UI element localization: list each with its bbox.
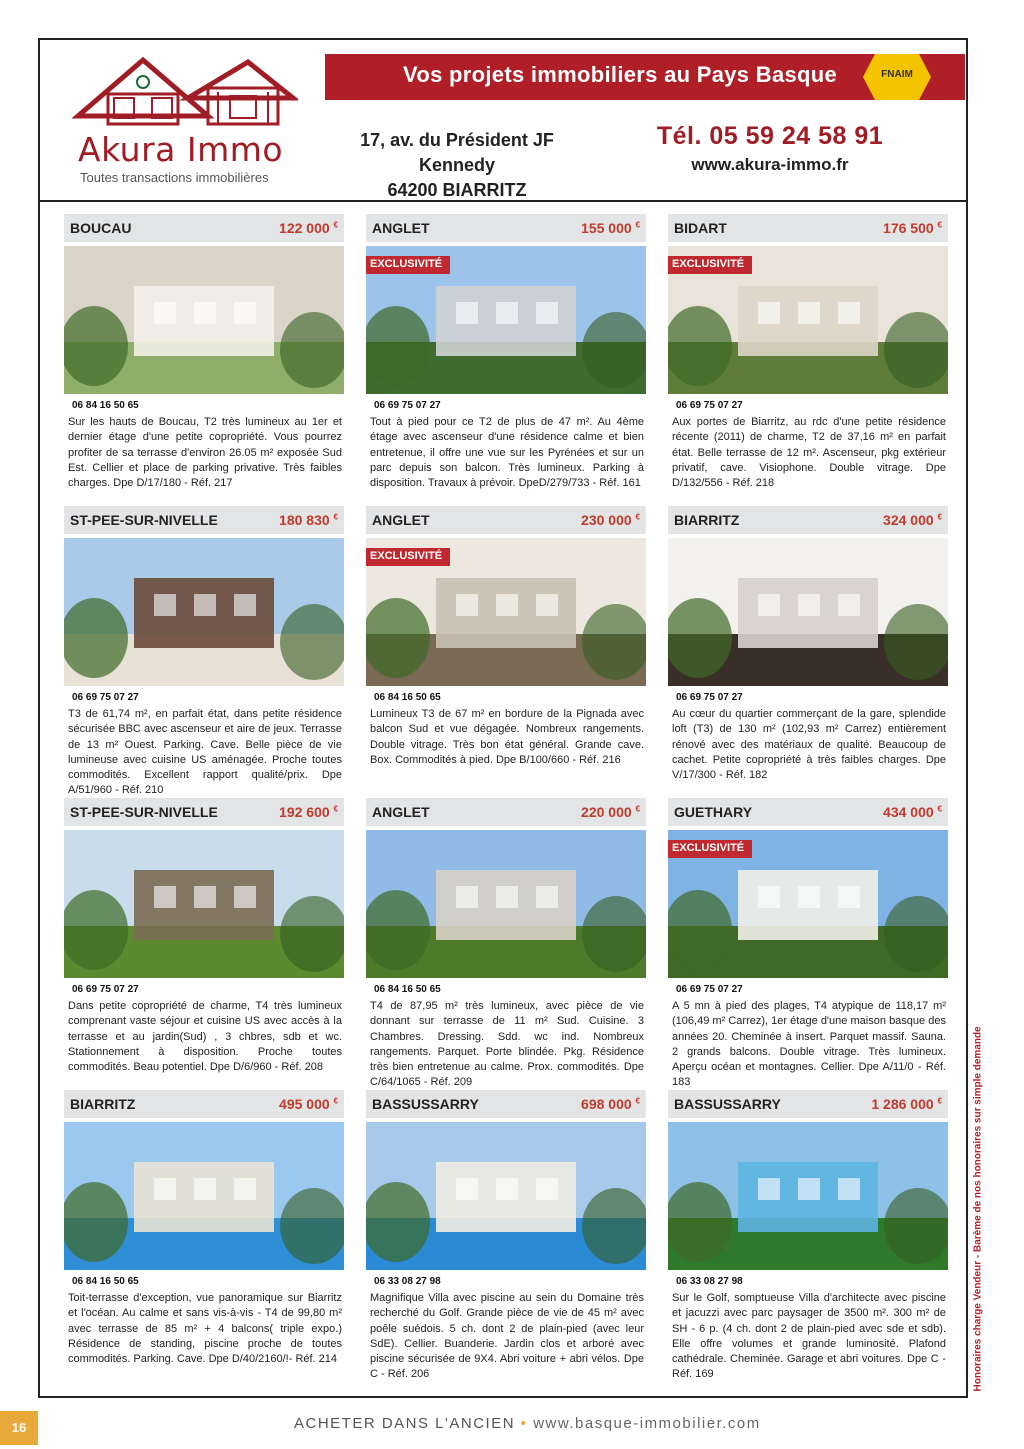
fees-side-note [968, 1026, 986, 1396]
listing-header [366, 214, 646, 242]
listing-phone[interactable]: 06 33 08 27 98 [366, 1274, 646, 1290]
listing-price [883, 220, 942, 236]
listing-town: ST-PEE-SUR-NIVELLE [70, 512, 218, 528]
listing-price [279, 1096, 338, 1112]
agency-tagline: Toutes transactions immobilières [80, 170, 269, 185]
listing-price [279, 804, 338, 820]
listing-header [64, 214, 344, 242]
listing-description: Magnifique Villa avec piscine au sein du Domaine très recherché du Golf. Grande pièce de vie de 45 m² avec poêle suédois. 5 ch. dont 2 de plain-pied (avec leur SdE). Cellier. Buanderie. Jardin clos et arboré avec piscine sécurisée de 9X4. Abri voiture + abri vélos. Dpe C - Réf. 206 [370, 1292, 644, 1381]
listing-town: ST-PEE-SUR-NIVELLE [70, 804, 218, 820]
listing-description: T3 de 61,74 m², en parfait état, dans petite résidence sécurisée BBC avec ascenseur et aire de jeux. Terrasse de 13 m² Ouest. Parking. Cave. Belle pièce de vie lumineuse avec cuisine US aménagée. Proche toutes commodités. Excellent rapport qualité/prix. Dpe A/51/960 - Réf. 210 [68, 708, 342, 797]
listing-card[interactable] [668, 214, 948, 494]
listing-card[interactable] [366, 1090, 646, 1381]
property-photo-icon [366, 830, 646, 978]
listing-town: ANGLET [372, 804, 430, 820]
listing-price-value: 698 000 [581, 1096, 632, 1112]
listing-card[interactable] [64, 1090, 344, 1370]
listing-photo[interactable] [64, 1122, 344, 1270]
listing-price [883, 804, 942, 820]
address-street: 17, av. du Président JF Kennedy [360, 130, 554, 175]
listing-price-value: 122 000 [279, 220, 330, 236]
listing-price [581, 804, 640, 820]
listing-phone[interactable]: 06 69 75 07 27 [64, 690, 344, 706]
footer-url-link[interactable]: www.basque-immobilier.com [533, 1415, 761, 1432]
agency-brand-name: Akura Immo [78, 130, 284, 169]
listing-price-value: 176 500 [883, 220, 934, 236]
listing-header [64, 1090, 344, 1118]
listing-phone[interactable]: 06 33 08 27 98 [668, 1274, 948, 1290]
listing-header [668, 1090, 948, 1118]
listing-town: ANGLET [372, 512, 430, 528]
listing-town: BASSUSSARRY [372, 1096, 479, 1112]
listing-card[interactable] [64, 506, 344, 797]
listing-phone[interactable]: 06 84 16 50 65 [366, 690, 646, 706]
listing-price-value: 230 000 [581, 512, 632, 528]
listing-description: T4 de 87,95 m² très lumineux, avec pièce de vie donnant sur terrasse de 11 m² Sud. Cuisine. 3 Chambres. Dressing. Sdd. wc ind. Nombreux rangements. Parquet. Porte blindée. Pkg. Résidence très bien entretenue au calme. Prox. commodités. Dpe C/64/1065 - Réf. 209 [370, 1000, 644, 1089]
house-logo-icon [68, 52, 298, 132]
exclusive-badge: EXCLUSIVITÉ [668, 256, 752, 274]
listing-card[interactable] [64, 798, 344, 1078]
footer-dot: • [520, 1415, 528, 1432]
euro-sign: € [333, 1096, 338, 1106]
exclusive-badge: EXCLUSIVITÉ [668, 840, 752, 858]
euro-sign: € [937, 512, 942, 522]
listing-phone[interactable]: 06 69 75 07 27 [668, 982, 948, 998]
listing-header [64, 506, 344, 534]
footer [294, 1415, 761, 1432]
exclusive-badge: EXCLUSIVITÉ [366, 256, 450, 274]
listing-town: BIDART [674, 220, 727, 236]
property-photo-icon [64, 246, 344, 394]
listing-town: BASSUSSARRY [674, 1096, 781, 1112]
listing-price-value: 324 000 [883, 512, 934, 528]
euro-sign: € [333, 804, 338, 814]
listing-price [883, 512, 942, 528]
agency-logo [68, 52, 298, 192]
listing-phone[interactable]: 06 69 75 07 27 [64, 982, 344, 998]
listing-header [366, 798, 646, 826]
listing-price-value: 155 000 [581, 220, 632, 236]
listing-description: Tout à pied pour ce T2 de plus de 47 m². Au 4ème étage avec ascenseur d'une résidence calme et bien entretenue, il offre une vue sur les Pyrénées et sur un parc depuis son balcon. Très lumineux. Parking à disposition. Travaux à prévoir. DpeD/279/733 - Réf. 161 [370, 416, 644, 490]
euro-sign: € [937, 220, 942, 230]
listing-photo[interactable] [366, 246, 646, 394]
listing-price [581, 512, 640, 528]
property-photo-icon [668, 538, 948, 686]
euro-sign: € [635, 804, 640, 814]
fnaim-badge [861, 52, 933, 102]
listing-town: BOUCAU [70, 220, 132, 236]
listing-card[interactable] [366, 506, 646, 786]
agency-address [322, 128, 592, 203]
footer-section: ACHETER DANS L'ANCIEN [294, 1415, 516, 1432]
listing-price-value: 495 000 [279, 1096, 330, 1112]
listing-card[interactable] [668, 506, 948, 786]
listing-price [581, 220, 640, 236]
euro-sign: € [635, 512, 640, 522]
listing-town: BIARRITZ [70, 1096, 136, 1112]
listing-phone[interactable]: 06 84 16 50 65 [64, 1274, 344, 1290]
listing-card[interactable] [668, 1090, 948, 1381]
listing-town: ANGLET [372, 220, 430, 236]
listing-description: Sur le Golf, somptueuse Villa d'architecte avec piscine et jacuzzi avec parc paysager de 3500 m². 300 m² de SH - 6 p. (4 ch. dont 2 de plain-pied avec sde et sdb). Elle offre volumes et grande luminosité. Plafond cathédrale. Cheminée. Garage et abri voitures. Dpe C - Réf. 169 [672, 1292, 946, 1381]
listing-price-value: 434 000 [883, 804, 934, 820]
listing-header [668, 798, 948, 826]
listing-photo[interactable] [668, 538, 948, 686]
listing-price-value: 180 830 [279, 512, 330, 528]
exclusive-badge: EXCLUSIVITÉ [366, 548, 450, 566]
listing-description: Sur les hauts de Boucau, T2 très lumineux au 1er et dernier étage d'une petite copropriété. Vous pourrez profiter de sa terrasse d'environ 26.05 m² exposée Sud Est. Cellier et place de parking privative. Très faibles charges. Dpe D/17/180 - Réf. 217 [68, 416, 342, 490]
listing-price-value: 1 286 000 [871, 1096, 934, 1112]
listing-photo[interactable] [64, 246, 344, 394]
listing-header [668, 214, 948, 242]
property-photo-icon [668, 1122, 948, 1270]
listing-description: Lumineux T3 de 67 m² en bordure de la Pignada avec balcon Sud et vue dégagée. Nombreux rangements. Double vitrage. Très bon état général. Grande cave. Box. Commodités à pied. Dpe B/100/660 - Réf. 216 [370, 708, 644, 766]
listing-phone[interactable]: 06 84 16 50 65 [64, 398, 344, 414]
address-city: 64200 BIARRITZ [387, 180, 527, 200]
listing-phone[interactable]: 06 69 75 07 27 [366, 398, 646, 414]
listing-header [668, 506, 948, 534]
listing-card[interactable] [366, 214, 646, 494]
listing-description: Au cœur du quartier commerçant de la gare, splendide loft (T3) de 130 m² (102,93 m² Carrez) entièrement rénové avec des matériaux de qualité. Beaucoup de cachet. Petite copropriété à très faibles charges. Dpe V/17/300 - Réf. 182 [672, 708, 946, 782]
listing-photo[interactable] [64, 830, 344, 978]
listing-photo[interactable] [366, 830, 646, 978]
euro-sign: € [333, 220, 338, 230]
listing-photo[interactable] [668, 830, 948, 978]
agency-contact [640, 122, 900, 175]
page-number: 16 [0, 1411, 38, 1445]
listing-header [64, 798, 344, 826]
euro-sign: € [937, 804, 942, 814]
listing-card[interactable] [64, 214, 344, 494]
property-photo-icon [366, 1122, 646, 1270]
listing-price [871, 1096, 942, 1112]
listing-description: Toit-terrasse d'exception, vue panoramique sur Biarritz et l'océan. Au calme et sans vis-à-vis - T4 de 99,80 m² avec terrasse de 85 m² + 4 balcons( triple expo.) Résidence de standing, piscine proche de toutes commodités. Parking. Cave. Dpe D/40/2160/!- Réf. 214 [68, 1292, 342, 1366]
listing-phone[interactable]: 06 84 16 50 65 [366, 982, 646, 998]
listing-description: A 5 mn à pied des plages, T4 atypique de 118,17 m² (106,49 m² Carrez), 1er étage d'une maison basque des années 20. Cheminée à insert. Parquet massif. Sauna. 2 grands balcons. Double vitrage. Très lumineux. Aperçu océan et montagnes. Cellier. Dpe A/11/0 - Réf. 183 [672, 1000, 946, 1089]
listing-photo[interactable] [668, 1122, 948, 1270]
listing-price-value: 192 600 [279, 804, 330, 820]
listing-card[interactable] [366, 798, 646, 1089]
euro-sign: € [937, 1096, 942, 1106]
agency-website-link[interactable]: www.akura-immo.fr [691, 155, 849, 174]
listing-town: BIARRITZ [674, 512, 740, 528]
banner-title: Vos projets immobiliers au Pays Basque [403, 62, 838, 87]
listing-photo[interactable] [64, 538, 344, 686]
listing-description: Aux portes de Biarritz, au rdc d'une petite résidence récente (2011) de charme, T2 de 37,16 m² en parfait état. Belle terrasse de 12 m². Ascenseur, pkg extérieur privatif, cave. Visiophone. Double vitrage. Dpe D/132/556 - Réf. 218 [672, 416, 946, 490]
property-photo-icon [64, 830, 344, 978]
listing-town: GUETHARY [674, 804, 753, 820]
listing-price [279, 220, 338, 236]
header-banner [325, 54, 965, 100]
agency-phone[interactable]: Tél. 05 59 24 58 91 [656, 122, 884, 150]
fnaim-label: FNAIM [881, 69, 913, 80]
euro-sign: € [635, 220, 640, 230]
property-photo-icon [64, 1122, 344, 1270]
listing-price-value: 220 000 [581, 804, 632, 820]
listing-photo[interactable] [366, 1122, 646, 1270]
property-photo-icon [64, 538, 344, 686]
listing-price [581, 1096, 640, 1112]
listing-price [279, 512, 338, 528]
fees-note-text: Honoraires charge Vendeur - Barème de nos honoraires sur simple demande [972, 1026, 984, 1392]
listing-photo[interactable] [668, 246, 948, 394]
listing-card[interactable] [668, 798, 948, 1089]
listing-phone[interactable]: 06 69 75 07 27 [668, 398, 948, 414]
euro-sign: € [333, 512, 338, 522]
listing-description: Dans petite copropriété de charme, T4 très lumineux comprenant vaste séjour et cuisine US avec accès à la terrasse et au jardin(Sud) , 3 chbres, sdb et wc. Stationnement à disposition. Proche toutes commodités. Beau potentiel. Dpe D/6/960 - Réf. 208 [68, 1000, 342, 1074]
listing-photo[interactable] [366, 538, 646, 686]
euro-sign: € [635, 1096, 640, 1106]
page-frame [38, 38, 968, 1398]
listing-header [366, 1090, 646, 1118]
listing-phone[interactable]: 06 69 75 07 27 [668, 690, 948, 706]
agency-header [40, 40, 966, 202]
listing-header [366, 506, 646, 534]
